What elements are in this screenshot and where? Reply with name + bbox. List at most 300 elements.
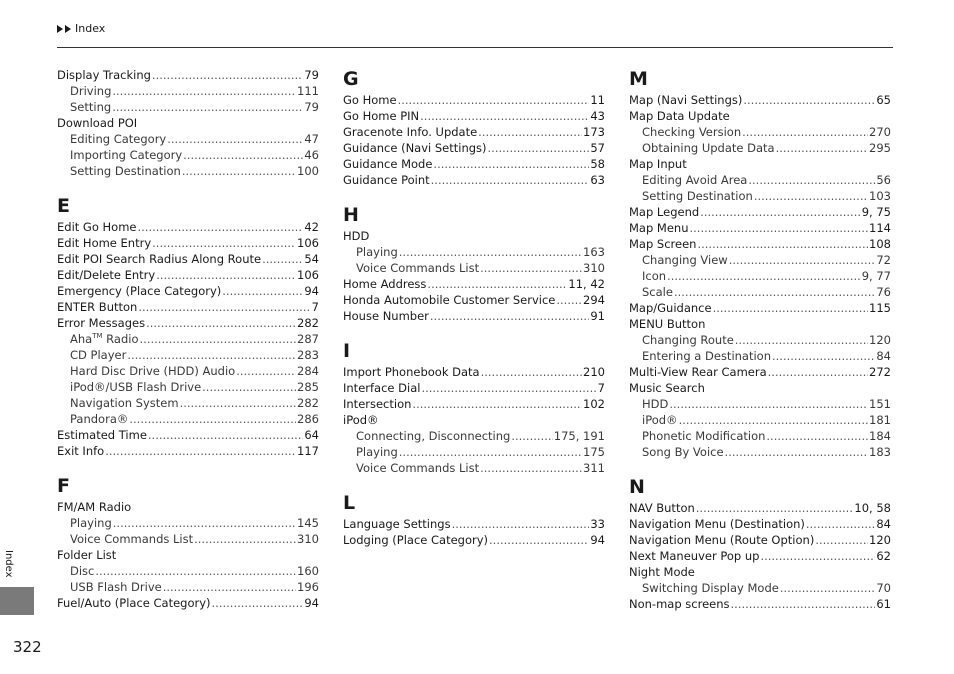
entry-term <box>70 563 94 579</box>
index-subentry[interactable] <box>629 172 891 188</box>
entry-term <box>57 267 155 283</box>
entry-term-text: iPod® <box>642 413 678 427</box>
index-entry <box>57 499 319 515</box>
dot-leader <box>780 580 876 596</box>
entry-term <box>70 395 179 411</box>
entry-term-text: Voice Commands List <box>70 532 194 546</box>
entry-term <box>57 115 137 131</box>
index-entry[interactable] <box>57 219 319 235</box>
entry-term <box>70 363 235 379</box>
entry-page: 72 <box>876 253 891 267</box>
section-letter: F <box>57 475 70 497</box>
entry-term <box>642 580 779 596</box>
dot-leader <box>674 284 875 300</box>
entry-term <box>629 204 699 220</box>
section-letter: H <box>343 204 359 226</box>
dot-leader <box>729 252 876 268</box>
entry-page: 42 <box>304 220 319 234</box>
entry-term-text: Map Menu <box>629 221 689 235</box>
entry-term <box>70 163 181 179</box>
header-rule <box>57 47 893 48</box>
index-subentry[interactable] <box>57 331 319 347</box>
entry-term-text: Map/Guidance <box>629 301 712 315</box>
entry-term-text: Map Data Update <box>629 109 730 123</box>
entry-page: 310 <box>583 261 605 275</box>
entry-page: 295 <box>869 141 891 155</box>
section-letter: N <box>629 476 645 498</box>
index-entry[interactable] <box>629 548 891 564</box>
entry-term-text: Playing <box>70 516 112 530</box>
entry-term <box>57 427 147 443</box>
index-entry[interactable] <box>629 500 891 516</box>
entry-term <box>642 140 775 156</box>
entry-page: 160 <box>297 564 319 578</box>
dot-leader <box>776 140 868 156</box>
dot-leader <box>156 267 296 283</box>
index-entry[interactable] <box>57 427 319 443</box>
entry-page: 79 <box>304 100 319 114</box>
index-entry[interactable] <box>343 516 605 532</box>
index-subentry[interactable] <box>629 268 891 284</box>
entry-term <box>343 140 487 156</box>
dot-leader <box>140 331 297 347</box>
dot-leader <box>679 412 868 428</box>
dot-leader <box>768 364 868 380</box>
breadcrumb-label[interactable]: Index <box>75 22 106 35</box>
dot-leader <box>742 124 868 140</box>
index-entry[interactable] <box>629 92 891 108</box>
entry-term-text: Edit Home Entry <box>57 236 152 250</box>
index-entry[interactable] <box>629 204 891 220</box>
entry-term <box>356 428 510 444</box>
index-subentry[interactable] <box>629 252 891 268</box>
entry-term-text: Playing <box>356 445 398 459</box>
index-subentry[interactable] <box>57 147 319 163</box>
dot-leader <box>112 99 303 115</box>
entry-term <box>57 547 116 563</box>
entry-term-text: Gracenote Info. Update <box>343 125 478 139</box>
index-entry[interactable] <box>57 595 319 611</box>
index-entry <box>629 156 891 172</box>
index-subentry[interactable] <box>343 244 605 260</box>
entry-term-text: Emergency (Place Category) <box>57 284 222 298</box>
entry-page: 163 <box>583 245 605 259</box>
dot-leader <box>433 156 589 172</box>
dot-leader <box>152 67 303 83</box>
index-entry[interactable] <box>343 140 605 156</box>
entry-page: 7 <box>597 381 605 395</box>
index-entry[interactable] <box>343 172 605 188</box>
index-subentry[interactable] <box>57 379 319 395</box>
entry-page: 102 <box>583 397 605 411</box>
entry-term-text: Aha <box>70 332 93 346</box>
entry-term-text: Importing Category <box>70 148 183 162</box>
entry-term <box>70 411 128 427</box>
index-entry[interactable] <box>629 532 891 548</box>
dot-leader <box>105 443 296 459</box>
entry-term <box>70 99 111 115</box>
dot-leader <box>488 140 590 156</box>
index-entry[interactable] <box>629 236 891 252</box>
entry-term-text: Guidance Point <box>343 173 430 187</box>
entry-page: 100 <box>297 164 319 178</box>
entry-term <box>629 596 730 612</box>
entry-term <box>57 315 145 331</box>
entry-term-text: Obtaining Update Data <box>642 141 775 155</box>
dot-leader <box>180 395 296 411</box>
index-entry[interactable] <box>57 283 319 299</box>
entry-page: 282 <box>297 396 319 410</box>
index-column-3 <box>629 67 891 612</box>
entry-term-text: Scale <box>642 285 673 299</box>
dot-leader <box>754 188 868 204</box>
entry-term-text: Night Mode <box>629 565 695 579</box>
dot-leader <box>138 219 304 235</box>
index-subentry[interactable] <box>629 412 891 428</box>
entry-page: 270 <box>869 125 891 139</box>
dot-leader <box>138 299 310 315</box>
entry-term-text: Estimated Time <box>57 428 147 442</box>
entry-page: 183 <box>869 445 891 459</box>
dot-leader <box>112 83 296 99</box>
entry-term <box>356 244 398 260</box>
entry-term-text: Folder List <box>57 548 117 562</box>
entry-page: 57 <box>590 141 605 155</box>
index-subentry[interactable] <box>57 579 319 595</box>
entry-term <box>642 412 678 428</box>
entry-term-text: Multi-View Rear Camera <box>629 365 767 379</box>
entry-term <box>57 499 131 515</box>
index-entry[interactable] <box>343 108 605 124</box>
entry-term-text: ENTER Button <box>57 300 138 314</box>
index-subentry[interactable] <box>57 531 319 547</box>
index-section <box>343 491 605 548</box>
index-entry[interactable] <box>343 156 605 172</box>
dot-leader <box>420 108 589 124</box>
entry-page: 106 <box>297 268 319 282</box>
entry-page: 94 <box>590 533 605 547</box>
entry-term <box>343 92 397 108</box>
dot-leader <box>163 579 296 595</box>
index-subentry[interactable] <box>629 396 891 412</box>
entry-page: 79 <box>304 68 319 82</box>
entry-page: 111 <box>297 84 319 98</box>
index-entry[interactable] <box>57 315 319 331</box>
entry-term <box>70 579 162 595</box>
index-entry[interactable] <box>343 364 605 380</box>
entry-page: 173 <box>583 125 605 139</box>
entry-term-text: Music Search <box>629 381 705 395</box>
entry-term <box>642 124 741 140</box>
index-entry[interactable] <box>629 516 891 532</box>
entry-term <box>629 548 759 564</box>
dot-leader <box>556 292 582 308</box>
entry-page: 43 <box>590 109 605 123</box>
index-entry[interactable] <box>343 124 605 140</box>
dot-leader <box>766 428 868 444</box>
entry-page: 115 <box>869 301 891 315</box>
page-number: 322 <box>13 638 42 656</box>
entry-page: 33 <box>590 517 605 531</box>
index-subentry[interactable] <box>57 83 319 99</box>
entry-term-text: Checking Version <box>642 125 742 139</box>
entry-term <box>629 236 696 252</box>
entry-page: 61 <box>876 597 891 611</box>
entry-term <box>642 268 666 284</box>
index-subentry[interactable] <box>629 444 891 460</box>
entry-term <box>642 284 673 300</box>
entry-term-text: Error Messages <box>57 316 146 330</box>
dot-leader <box>815 532 868 548</box>
index-entry[interactable] <box>57 267 319 283</box>
entry-page: 294 <box>583 293 605 307</box>
double-arrow-icon <box>57 25 71 33</box>
entry-term-text: Song By Voice <box>642 445 724 459</box>
dot-leader <box>481 364 582 380</box>
entry-term-text: Home Address <box>343 277 427 291</box>
entry-term-text: HDD <box>642 397 669 411</box>
dot-leader <box>772 348 875 364</box>
dot-leader <box>696 500 854 516</box>
index-entry[interactable] <box>343 308 605 324</box>
index-subentry[interactable] <box>57 515 319 531</box>
entry-page: 282 <box>297 316 319 330</box>
entry-page: 284 <box>297 364 319 378</box>
entry-term-text: Navigation Menu (Route Option) <box>629 533 815 547</box>
entry-page: 181 <box>869 413 891 427</box>
entry-term <box>629 564 695 580</box>
entry-term-text: Edit/Delete Entry <box>57 268 156 282</box>
index-section <box>343 203 605 324</box>
entry-term-text: Editing Avoid Area <box>642 173 748 187</box>
entry-term-text: Language Settings <box>343 517 451 531</box>
entry-term-text: Voice Commands List <box>356 261 480 275</box>
index-entry <box>343 228 605 244</box>
index-entry[interactable] <box>57 235 319 251</box>
entry-term <box>70 531 193 547</box>
entry-term-text: Import Phonebook Data <box>343 365 480 379</box>
dot-leader <box>690 220 869 236</box>
index-section <box>57 67 319 179</box>
index-subentry[interactable] <box>343 444 605 460</box>
entry-term <box>629 516 805 532</box>
index-subentry[interactable] <box>57 131 319 147</box>
index-entry[interactable] <box>629 364 891 380</box>
entry-term-text: Setting Destination <box>70 164 181 178</box>
entry-page: 120 <box>869 333 891 347</box>
entry-page: 114 <box>869 221 891 235</box>
dot-leader <box>430 308 589 324</box>
entry-page: 103 <box>869 189 891 203</box>
entry-page: 283 <box>297 348 319 362</box>
entry-term <box>642 252 728 268</box>
entry-page: 64 <box>304 428 319 442</box>
entry-term-text: Intersection <box>343 397 412 411</box>
index-subentry[interactable] <box>629 348 891 364</box>
entry-term-text: Fuel/Auto (Place Category) <box>57 596 211 610</box>
entry-term <box>70 131 166 147</box>
entry-term-text: Map Screen <box>629 237 697 251</box>
entry-term <box>57 299 137 315</box>
dot-leader <box>421 380 596 396</box>
entry-term <box>343 172 430 188</box>
entry-page: 175, 191 <box>553 429 605 443</box>
index-entry <box>57 547 319 563</box>
entry-term <box>343 516 451 532</box>
entry-page: 54 <box>304 252 319 266</box>
entry-term <box>57 219 137 235</box>
entry-term <box>642 172 747 188</box>
section-tab <box>0 587 34 615</box>
entry-term-text: Icon <box>642 269 667 283</box>
index-subentry[interactable] <box>343 460 605 476</box>
dot-leader <box>412 396 582 412</box>
index-subentry[interactable] <box>57 395 319 411</box>
entry-term-text: Hard Disc Drive (HDD) Audio <box>70 364 236 378</box>
index-subentry[interactable] <box>57 363 319 379</box>
dot-leader <box>399 444 582 460</box>
index-subentry[interactable] <box>57 411 319 427</box>
entry-term-text: House Number <box>343 309 429 323</box>
entry-term <box>343 364 480 380</box>
dot-leader <box>480 260 582 276</box>
entry-page: 106 <box>297 236 319 250</box>
entry-term-text: iPod® <box>343 413 379 427</box>
entry-page: 94 <box>304 284 319 298</box>
entry-term <box>356 444 398 460</box>
entry-term-text: Connecting, Disconnecting <box>356 429 511 443</box>
dot-leader <box>748 172 875 188</box>
entry-term <box>629 108 730 124</box>
entry-term-text: Display Tracking <box>57 68 151 82</box>
dot-leader <box>452 516 590 532</box>
index-entry[interactable] <box>343 276 605 292</box>
entry-term-text: Go Home PIN <box>343 109 420 123</box>
dot-leader <box>431 172 590 188</box>
index-subentry[interactable] <box>343 428 605 444</box>
index-entry[interactable] <box>343 532 605 548</box>
index-entry <box>629 316 891 332</box>
entry-term <box>343 292 555 308</box>
entry-term <box>70 147 182 163</box>
entry-page: 311 <box>583 461 605 475</box>
dot-leader <box>194 531 296 547</box>
dot-leader <box>713 300 868 316</box>
index-subentry[interactable] <box>57 99 319 115</box>
entry-page: 84 <box>876 517 891 531</box>
entry-page: 286 <box>297 412 319 426</box>
index-column-1 <box>57 67 319 611</box>
entry-term-text: MENU Button <box>629 317 706 331</box>
index-entry[interactable] <box>57 443 319 459</box>
index-subentry[interactable] <box>629 284 891 300</box>
entry-term-text: Changing Route <box>642 333 734 347</box>
entry-page: 47 <box>304 132 319 146</box>
entry-term <box>629 220 689 236</box>
index-subentry[interactable] <box>57 347 319 363</box>
index-entry[interactable] <box>57 251 319 267</box>
index-subentry[interactable] <box>629 332 891 348</box>
entry-page: 196 <box>297 580 319 594</box>
entry-term-text: HDD <box>343 229 370 243</box>
entry-term <box>642 348 771 364</box>
entry-page: 117 <box>297 444 319 458</box>
dot-leader <box>427 276 567 292</box>
entry-term-text: Go Home <box>343 93 397 107</box>
entry-page: 287 <box>297 332 319 346</box>
index-subentry[interactable] <box>629 124 891 140</box>
index-subentry[interactable] <box>57 563 319 579</box>
index-entry[interactable] <box>343 380 605 396</box>
dot-leader <box>760 548 875 564</box>
index-subentry[interactable] <box>629 188 891 204</box>
side-section-label: Index <box>3 550 14 578</box>
entry-term-text: Map Input <box>629 157 687 171</box>
index-subentry[interactable] <box>629 428 891 444</box>
index-entry[interactable] <box>343 292 605 308</box>
section-letter: M <box>629 68 648 90</box>
entry-term <box>629 532 814 548</box>
section-letter: I <box>343 340 351 362</box>
index-entry <box>629 564 891 580</box>
entry-term-text: Guidance (Navi Settings) <box>343 141 487 155</box>
entry-term <box>629 380 705 396</box>
dot-leader <box>511 428 552 444</box>
index-subentry[interactable] <box>629 140 891 156</box>
index-entry[interactable] <box>57 67 319 83</box>
section-letter: G <box>343 68 359 90</box>
index-entry[interactable] <box>629 596 891 612</box>
entry-term-text: Download POI <box>57 116 138 130</box>
entry-term <box>356 260 479 276</box>
entry-page: 70 <box>876 581 891 595</box>
entry-term <box>343 396 411 412</box>
entry-term-text: Map Legend <box>629 205 700 219</box>
dot-leader <box>700 204 861 220</box>
index-subentry[interactable] <box>629 580 891 596</box>
index-subentry[interactable] <box>57 163 319 179</box>
dot-leader <box>669 396 868 412</box>
index-entry[interactable] <box>57 299 319 315</box>
entry-term <box>642 428 765 444</box>
dot-leader <box>127 347 296 363</box>
entry-term <box>629 500 695 516</box>
index-entry[interactable] <box>629 220 891 236</box>
index-entry[interactable] <box>629 300 891 316</box>
entry-term-text: Map (Navi Settings) <box>629 93 743 107</box>
index-section <box>57 194 319 459</box>
index-entry[interactable] <box>343 92 605 108</box>
entry-term <box>70 83 111 99</box>
entry-term-text: Setting <box>70 100 112 114</box>
entry-term-text: CD Player <box>70 348 127 362</box>
dot-leader <box>222 283 303 299</box>
entry-page: 58 <box>590 157 605 171</box>
entry-term <box>642 396 668 412</box>
index-entry[interactable] <box>343 396 605 412</box>
entry-term <box>57 235 151 251</box>
entry-page: 151 <box>869 397 891 411</box>
entry-page: 94 <box>304 596 319 610</box>
entry-term-text: Lodging (Place Category) <box>343 533 489 547</box>
dot-leader <box>95 563 296 579</box>
dot-leader <box>399 244 582 260</box>
index-subentry[interactable] <box>343 260 605 276</box>
entry-page: 76 <box>876 285 891 299</box>
entry-term-text: Voice Commands List <box>356 461 480 475</box>
dot-leader <box>489 532 589 548</box>
entry-page: 120 <box>869 533 891 547</box>
